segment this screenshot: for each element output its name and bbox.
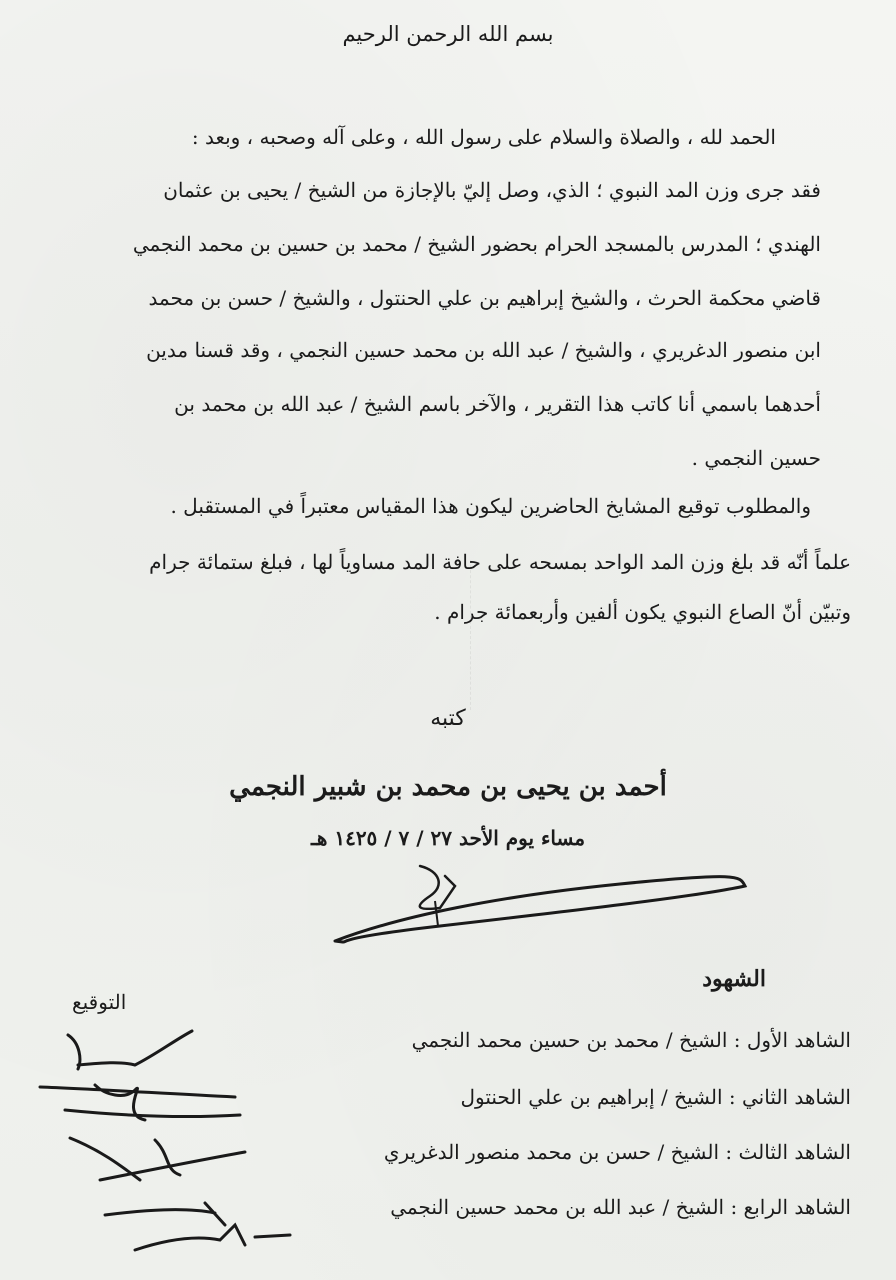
- paragraph-line-10: وتبيّن أنّ الصاع النبوي يكون ألفين وأربعمائة جرام .: [434, 600, 851, 624]
- paragraph-line-2: فقد جرى وزن المد النبوي ؛ الذي، وصل إليّ بالإجازة من الشيخ / يحيى بن عثمان: [163, 178, 821, 202]
- basmala: بسم الله الرحمن الرحيم: [342, 22, 554, 46]
- witness-4-signature: [95, 1195, 295, 1265]
- witness-2: الشاهد الثاني : الشيخ / إبراهيم بن علي الحنتول: [460, 1085, 851, 1109]
- paragraph-line-5: ابن منصور الدغريري ، والشيخ / عبد الله بن محمد حسين النجمي ، وقد قسنا مدين: [146, 338, 821, 362]
- paragraph-line-4: قاضي محكمة الحرث ، والشيخ إبراهيم بن علي الحنتول ، والشيخ / حسن بن محمد: [148, 286, 821, 310]
- paragraph-line-8: والمطلوب توقيع المشايخ الحاضرين ليكون هذا المقياس معتبراً في المستقبل .: [170, 494, 811, 518]
- paragraph-line-3: الهندي ؛ المدرس بالمسجد الحرام بحضور الشيخ / محمد بن حسين بن محمد النجمي: [132, 232, 821, 256]
- paper-fold: [470, 560, 511, 710]
- paragraph-line-7: حسين النجمي .: [691, 446, 821, 470]
- witnesses-heading: الشهود: [702, 966, 766, 992]
- witness-1: الشاهد الأول : الشيخ / محمد بن حسين محمد النجمي: [411, 1028, 851, 1052]
- witness-2-signature: [35, 1075, 245, 1135]
- paragraph-line-9: علماً أنّه قد بلغ وزن المد الواحد بمسحه على حافة المد مساوياً لها ، فبلغ ستمائة جرام: [149, 550, 851, 574]
- witness-1-signature: [60, 1025, 200, 1075]
- witness-4: الشاهد الرابع : الشيخ / عبد الله بن محمد حسين النجمي: [390, 1195, 851, 1219]
- author-name: أحمد بن يحيى بن محمد بن شبير النجمي: [229, 772, 667, 802]
- witness-3: الشاهد الثالث : الشيخ / حسن بن محمد منصور الدغريري: [383, 1140, 851, 1164]
- paragraph-line-1: الحمد لله ، والصلاة والسلام على رسول الله ، وعلى آله وصحبه ، وبعد :: [191, 125, 776, 149]
- written-by-label: كتبه: [430, 706, 466, 731]
- witness-3-signature: [60, 1130, 250, 1190]
- paragraph-line-6: أحدهما باسمي أنا كاتب هذا التقرير ، والآخر باسم الشيخ / عبد الله بن محمد بن: [174, 392, 821, 416]
- signature-heading: التوقيع: [72, 990, 127, 1014]
- author-signature: [320, 856, 760, 956]
- document-date: مساء يوم الأحد ٢٧ / ٧ / ١٤٢٥ هـ: [310, 826, 586, 850]
